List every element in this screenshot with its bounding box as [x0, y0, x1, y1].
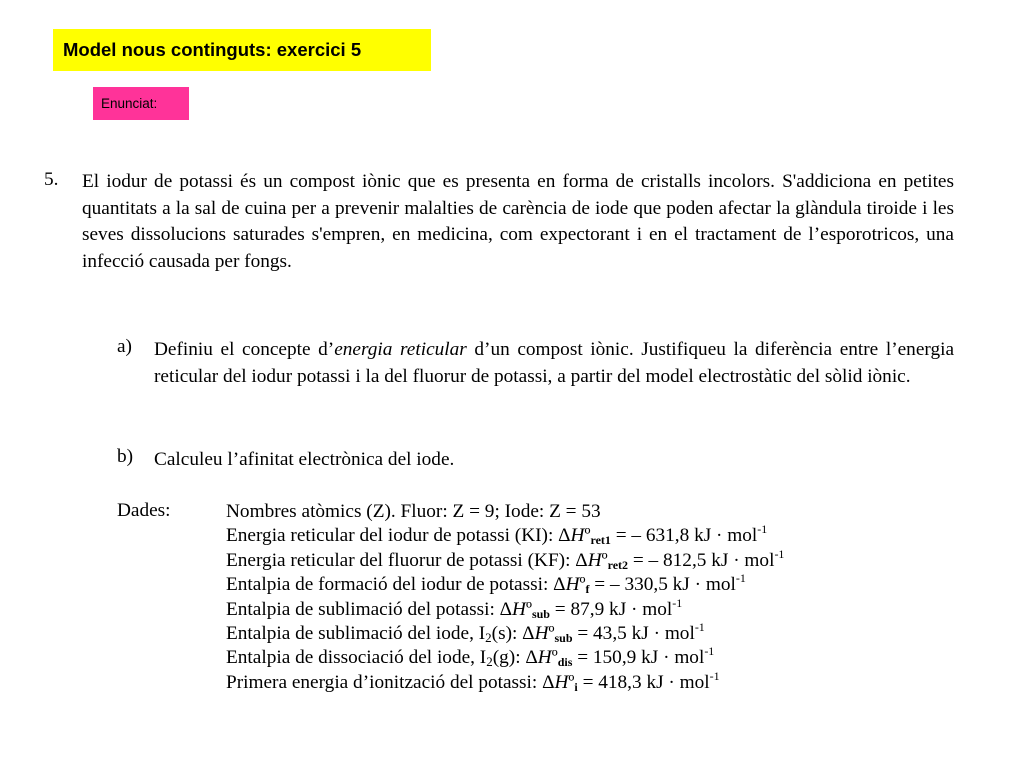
data-label: Dades:: [117, 500, 171, 521]
data-line-value: = – 812,5 kJ · mol: [628, 549, 775, 571]
data-line-lattice-energy-ki: [226, 524, 966, 548]
data-line-text: Primera energia d’ionització del potassi: Δ: [226, 671, 555, 693]
statement-label: [93, 87, 189, 120]
enthalpy-symbol: H: [565, 574, 580, 596]
enthalpy-symbol: H: [587, 549, 602, 571]
part-a-text: [154, 336, 954, 390]
unit-exponent: -1: [774, 546, 785, 561]
part-a-letter: a): [117, 336, 132, 357]
enthalpy-symbol: H: [537, 647, 552, 669]
data-line-lattice-energy-kf: [226, 546, 966, 573]
part-a-text-after: d’un compost iònic. Justifiqueu la diferència entre l’energia reticular del iodur potassi i la del fluorur de potassi, a partir del model electrostàtic del sòlid iònic.: [154, 339, 954, 387]
data-line-text: Entalpia de formació del iodur de potassi: Δ: [226, 574, 566, 596]
degree-sign: º: [579, 574, 586, 596]
part-b-letter: b): [117, 446, 134, 467]
data-line-value: = 43,5 kJ · mol: [572, 622, 695, 644]
data-line-text: Energia reticular del iodur de potassi (KI): Δ: [226, 525, 571, 547]
enthalpy-subscript: dis: [557, 655, 573, 670]
unit-exponent: -1: [709, 668, 720, 683]
degree-sign: º: [601, 549, 608, 571]
enthalpy-subscript: sub: [554, 630, 573, 645]
unit-exponent: -1: [704, 644, 715, 659]
data-line-value: = 87,9 kJ · mol: [549, 598, 673, 620]
data-list: [226, 500, 966, 695]
enthalpy-symbol: H: [554, 671, 569, 693]
unit-exponent: -1: [735, 571, 746, 586]
enthalpy-symbol: H: [512, 598, 526, 620]
data-line-value: = 418,3 kJ · mol: [577, 671, 710, 693]
exercise-intro: El iodur de potassi és un compost iònic que es presenta en forma de cristalls incolors. S'addiciona en petites quantitats a la sal de cuina per a prevenir malalties de carència de iode que poden afectar la glàndula tiroide i les seves dissolucions saturades s'empren, en medicina, com expectorant i en el tractament de l’esporotricos, una infecció causada per fongs.: [82, 171, 954, 272]
slide-title-text: Model nous continguts: exercici 5: [63, 39, 362, 60]
data-line-sublimation-iodine: [226, 619, 966, 646]
data-line-text: Entalpia de sublimació del potassi: Δ: [226, 598, 513, 620]
degree-sign: º: [584, 525, 591, 547]
unit-exponent: -1: [672, 595, 683, 610]
data-line-text-mid: (s): Δ: [491, 622, 535, 644]
enthalpy-subscript: sub: [531, 606, 550, 621]
data-line-dissociation-iodine: [226, 646, 966, 670]
degree-sign: º: [551, 647, 558, 669]
statement-label-text: Enunciat:: [101, 96, 158, 111]
data-line-value: = 150,9 kJ · mol: [572, 647, 705, 669]
data-line-ionization-energy: [226, 668, 966, 695]
enthalpy-subscript: ret1: [590, 533, 611, 548]
data-line-text-mid: (g): Δ: [492, 647, 538, 669]
part-b-text: Calculeu l’afinitat electrònica del iode.: [154, 449, 455, 470]
formula-subscript: 2: [486, 654, 493, 670]
exercise-number: 5.: [44, 169, 59, 190]
data-line-value: = – 631,8 kJ · mol: [610, 525, 758, 547]
enthalpy-subscript: f: [585, 582, 590, 597]
slide-title: [53, 29, 431, 71]
unit-exponent: -1: [694, 619, 705, 634]
data-line-value: = – 330,5 kJ · mol: [589, 574, 736, 596]
part-a-term: energia reticular: [334, 339, 467, 360]
formula-subscript: 2: [485, 629, 492, 645]
enthalpy-subscript: i: [574, 679, 578, 694]
degree-sign: º: [525, 598, 532, 620]
part-a-text-before: Definiu el concepte d’: [154, 339, 335, 360]
data-line-text: Entalpia de sublimació del iode, I: [226, 622, 486, 644]
data-line-atomic-numbers: Nombres atòmics (Z). Fluor: Z = 9; Iode: Z = 53: [226, 501, 601, 522]
enthalpy-symbol: H: [570, 525, 585, 547]
degree-sign: º: [568, 671, 575, 693]
data-line-text: Entalpia de dissociació del iode, I: [226, 647, 487, 669]
unit-exponent: -1: [757, 522, 768, 537]
enthalpy-symbol: H: [534, 622, 549, 644]
data-line-text: Energia reticular del fluorur de potassi (KF): Δ: [226, 549, 588, 571]
degree-sign: º: [548, 622, 555, 644]
data-line-sublimation-potassium: [226, 595, 966, 622]
enthalpy-subscript: ret2: [607, 557, 629, 572]
data-line-formation-enthalpy: [226, 573, 966, 597]
